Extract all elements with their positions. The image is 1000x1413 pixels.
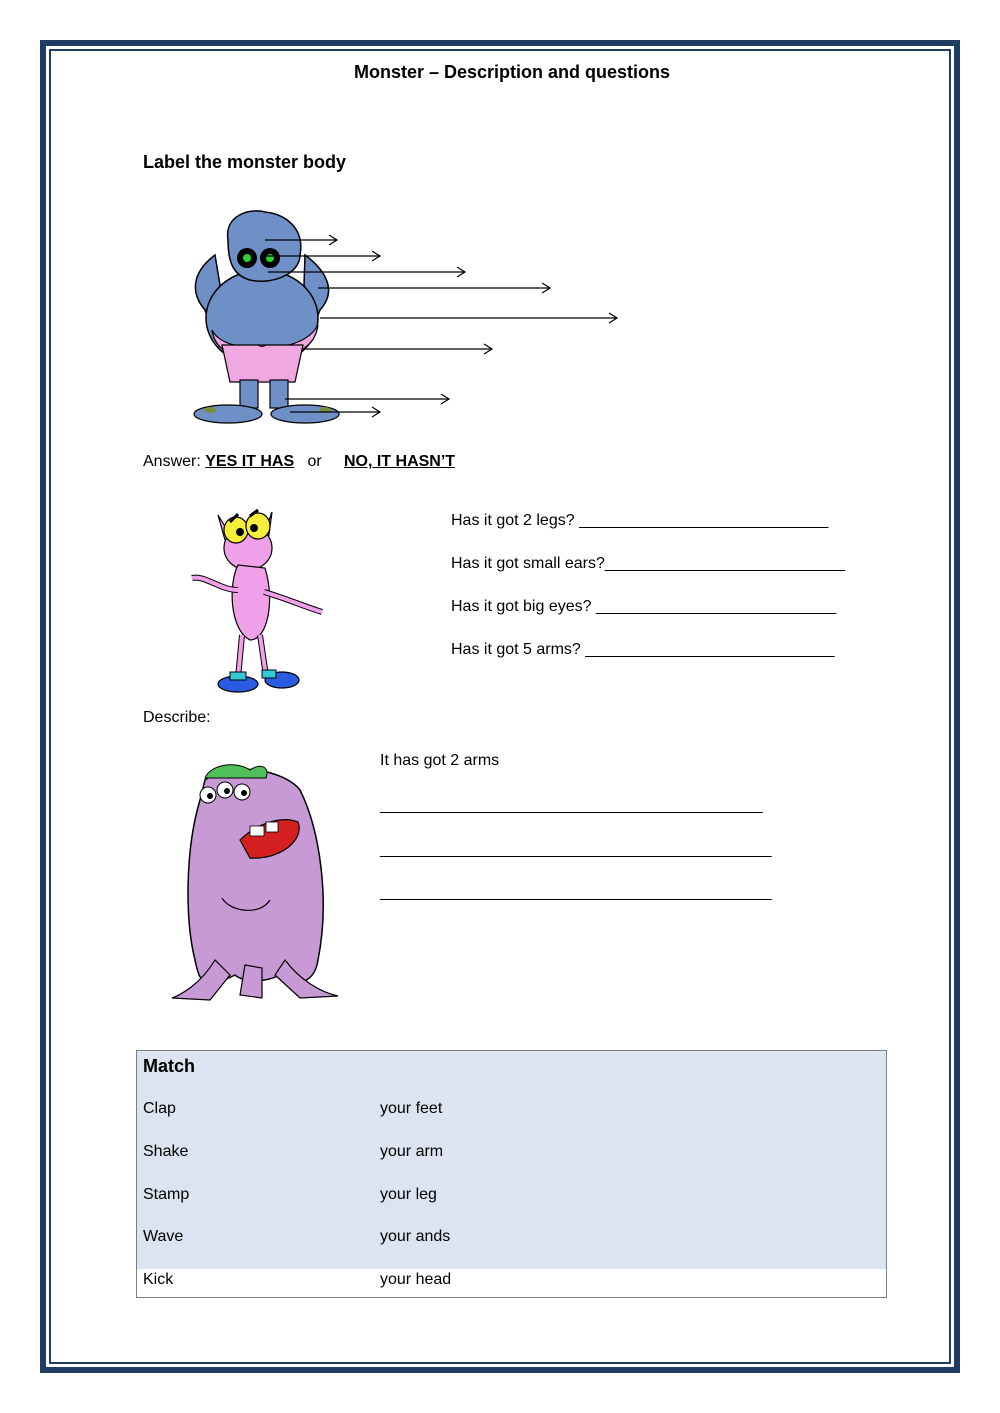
describe-blank-line: ___________________________________________: [380, 797, 763, 814]
question-item: Has it got 2 legs? ____________________________: [451, 512, 829, 529]
match-target: your leg: [380, 1186, 437, 1203]
answer-or: or: [307, 453, 322, 470]
answer-option-no: NO, IT HASN’T: [343, 453, 456, 470]
describe-blank-line: ____________________________________________: [380, 841, 772, 858]
describe-blank-line: ____________________________________________: [380, 884, 772, 901]
page-title: Monster – Description and questions: [353, 62, 671, 82]
answer-prefix: Answer:: [143, 453, 201, 470]
answer-instructions: [143, 453, 455, 471]
match-target: your feet: [380, 1100, 443, 1117]
question-item: Has it got 5 arms? ____________________________: [451, 641, 835, 658]
match-action: Clap: [143, 1100, 176, 1117]
describe-label: Describe:: [143, 709, 211, 726]
match-target: your arm: [380, 1143, 444, 1160]
pink-monster-image: [192, 510, 322, 692]
match-action: Stamp: [143, 1186, 190, 1203]
match-action: Shake: [143, 1143, 189, 1160]
blue-monster-image: [194, 211, 339, 423]
answer-option-yes: YES IT HAS: [205, 453, 295, 470]
describe-example: It has got 2 arms: [380, 752, 500, 769]
label-section-heading: Label the monster body: [143, 152, 347, 172]
match-box: [136, 1050, 887, 1298]
match-action: Wave: [143, 1228, 184, 1245]
question-item: Has it got small ears?___________________________: [451, 555, 846, 572]
match-target: your ands: [380, 1228, 451, 1245]
match-heading: Match: [143, 1056, 196, 1076]
match-shaded-area: [137, 1051, 886, 1269]
match-action: Kick: [143, 1271, 174, 1288]
purple-monster-image: [172, 765, 338, 1000]
question-item: Has it got big eyes? ___________________________: [451, 598, 837, 615]
match-target: your head: [380, 1271, 452, 1288]
